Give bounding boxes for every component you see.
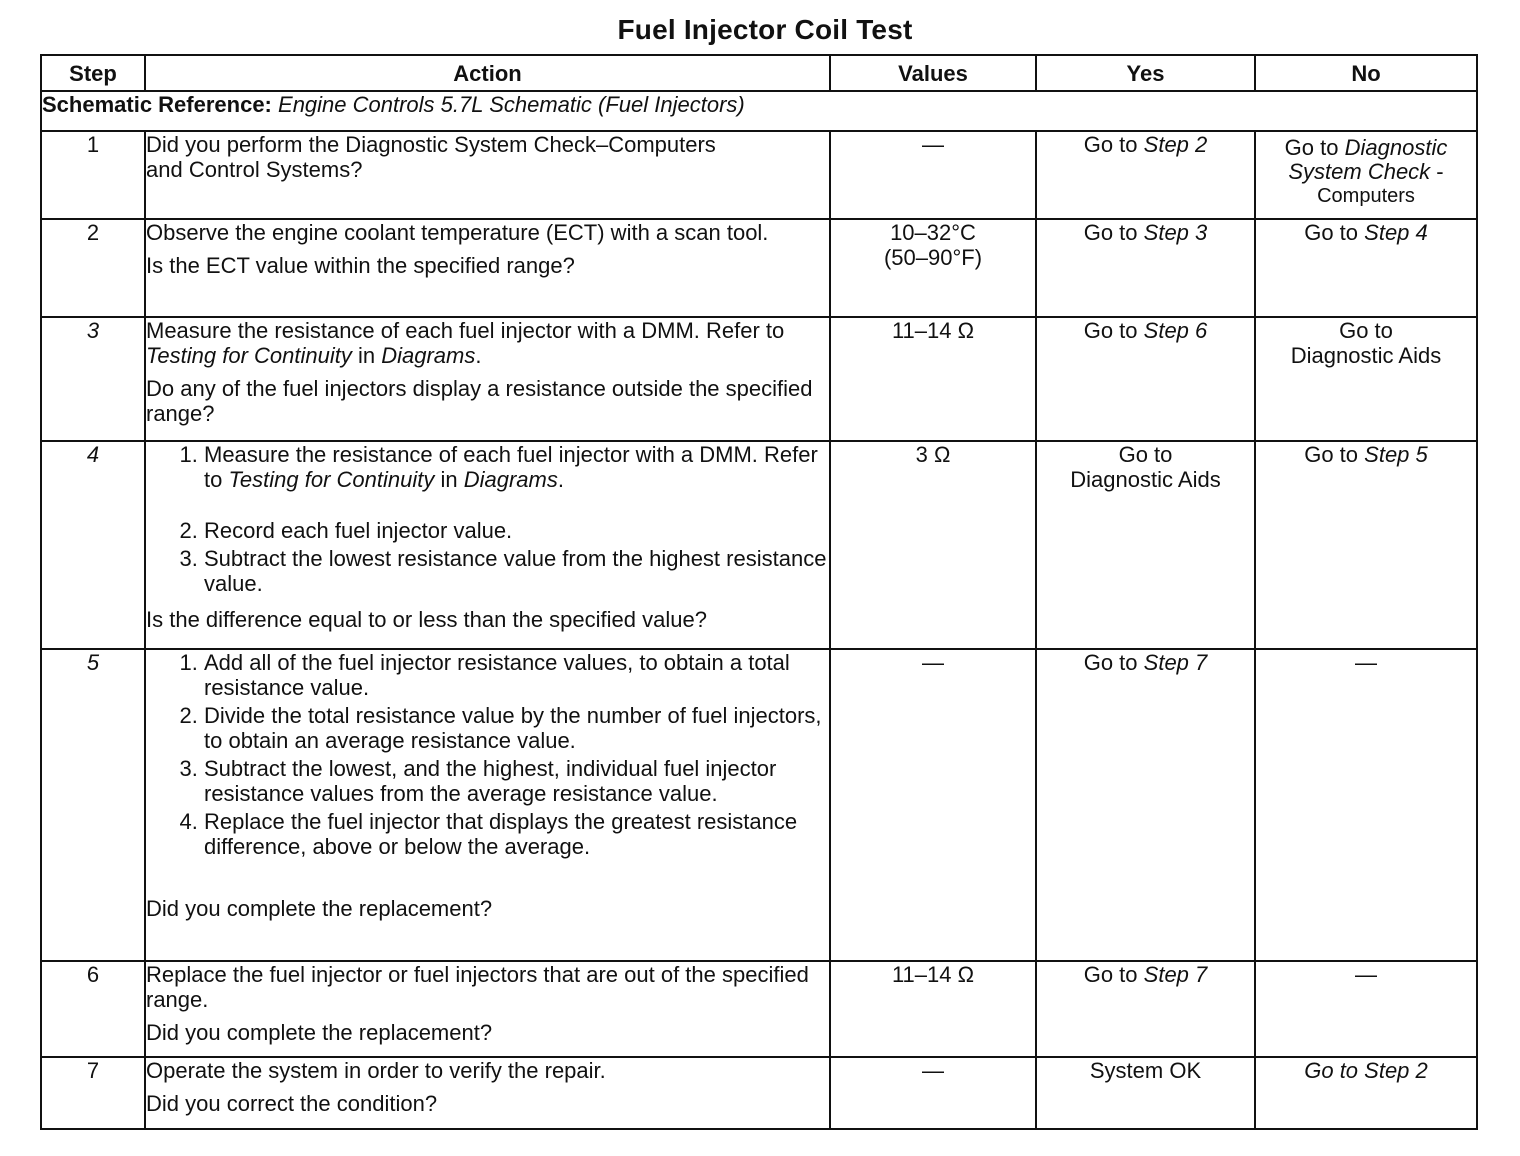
action-question: Did you complete the replacement?	[146, 1020, 493, 1045]
no-prefix: Go to	[1304, 442, 1359, 467]
header-action: Action	[145, 55, 830, 91]
action-list	[146, 442, 829, 596]
action-question: Is the ECT value within the specified range?	[146, 253, 575, 278]
action-text: and Control Systems?	[146, 157, 363, 182]
action-cell	[145, 219, 830, 317]
reference-link: Testing for Continuity	[146, 343, 352, 368]
yes-prefix: Go to	[1083, 962, 1138, 987]
yes-cell	[1036, 317, 1255, 441]
table-row	[41, 131, 1477, 219]
list-item: 2. Record each fuel injector value.	[204, 518, 829, 543]
yes-cell: System OK	[1036, 1057, 1255, 1129]
value-cell	[830, 219, 1036, 317]
action-text: Operate the system in order to verify the repair.	[146, 1058, 606, 1083]
no-target: Step 5	[1364, 442, 1428, 467]
page-title: Fuel Injector Coil Test	[617, 14, 913, 45]
header-values: Values	[830, 55, 1036, 91]
schematic-row	[41, 91, 1477, 131]
yes-target: Step 2	[1143, 132, 1208, 157]
step-number: 7	[41, 1057, 145, 1129]
yes-line: Go to	[1118, 442, 1173, 467]
yes-prefix: Go to	[1083, 318, 1138, 343]
header-step: Step	[41, 55, 145, 91]
yes-cell	[1036, 441, 1255, 649]
header-no: No	[1255, 55, 1477, 91]
schematic-link: Engine Controls 5.7L Schematic (Fuel Injectors)	[278, 92, 745, 117]
action-text: Replace the fuel injector or fuel injectors that are out of the specified range.	[146, 962, 809, 1012]
no-cell: —	[1255, 649, 1477, 961]
diagnostic-table	[40, 54, 1478, 1130]
no-cell	[1255, 219, 1477, 317]
action-text-part: .	[475, 343, 482, 368]
yes-cell	[1036, 219, 1255, 317]
action-cell	[145, 649, 830, 961]
step-number: 4	[41, 441, 145, 649]
reference-link: Diagrams	[381, 343, 476, 368]
no-cell	[1255, 441, 1477, 649]
list-item: 2. Divide the total resistance value by the number of fuel injectors, to obtain an average resistance value.	[204, 703, 829, 753]
action-text: Did you perform the Diagnostic System Check–Computers	[146, 132, 716, 157]
no-line: Diagnostic Aids	[1290, 343, 1442, 368]
yes-prefix: Go to	[1083, 220, 1138, 245]
list-item: 1. Add all of the fuel injector resistance values, to obtain a total resistance value.	[204, 650, 829, 700]
no-line: Computers	[1317, 185, 1415, 207]
no-line: Go to	[1339, 318, 1393, 343]
step-number: 2	[41, 219, 145, 317]
no-cell	[1255, 131, 1477, 219]
table-row	[41, 961, 1477, 1057]
action-text-part: in	[357, 343, 376, 368]
value-text: 10–32°C	[890, 220, 976, 245]
yes-target: Step 6	[1143, 318, 1208, 343]
step-number: 5	[41, 649, 145, 961]
value-cell: 3 Ω	[830, 441, 1036, 649]
step-number: 3	[41, 317, 145, 441]
no-target: Diagnostic	[1344, 135, 1448, 160]
yes-target: Step 3	[1143, 220, 1208, 245]
value-cell: —	[830, 649, 1036, 961]
action-cell	[145, 441, 830, 649]
step-number: 6	[41, 961, 145, 1057]
action-cell	[145, 961, 830, 1057]
value-cell: —	[830, 1057, 1036, 1129]
action-text-part: Measure the resistance of each fuel injector with a DMM. Refer to	[146, 318, 785, 343]
action-text-part: Measure the resistance of each fuel injector with a DMM. Refer to	[204, 442, 818, 492]
table-row	[41, 649, 1477, 961]
action-cell	[145, 317, 830, 441]
action-question: Is the difference equal to or less than the specified value?	[146, 607, 707, 632]
action-text-part: .	[557, 467, 564, 492]
reference-link: Diagrams	[463, 467, 558, 492]
yes-line: Diagnostic Aids	[1070, 467, 1221, 492]
action-text: Observe the engine coolant temperature (ECT) with a scan tool.	[146, 220, 769, 245]
table-row	[41, 441, 1477, 649]
action-text	[146, 318, 829, 368]
table-row	[41, 317, 1477, 441]
action-question: Do any of the fuel injectors display a resistance outside the specified range?	[146, 376, 813, 426]
no-suffix: -	[1430, 159, 1444, 184]
table-row	[41, 1057, 1477, 1129]
yes-cell	[1036, 961, 1255, 1057]
yes-prefix: Go to	[1083, 650, 1138, 675]
action-cell	[145, 1057, 830, 1129]
header-row	[41, 55, 1477, 91]
no-cell: Go to Step 2	[1255, 1057, 1477, 1129]
yes-cell	[1036, 649, 1255, 961]
table-row	[41, 219, 1477, 317]
action-question: Did you correct the condition?	[146, 1091, 438, 1116]
yes-target: Step 7	[1143, 650, 1208, 675]
no-cell: —	[1255, 961, 1477, 1057]
no-target: System Check	[1288, 159, 1431, 184]
list-item: 4. Replace the fuel injector that displays the greatest resistance difference, above or below the average.	[204, 809, 829, 859]
action-question: Did you complete the replacement?	[146, 896, 493, 921]
yes-prefix: Go to	[1083, 132, 1138, 157]
action-cell	[145, 131, 830, 219]
list-item: 3. Subtract the lowest, and the highest, individual fuel injector resistance values from the average resistance value.	[204, 756, 829, 806]
no-cell	[1255, 317, 1477, 441]
action-text-part: in	[440, 467, 458, 492]
value-cell: 11–14 Ω	[830, 961, 1036, 1057]
step-number: 1	[41, 131, 145, 219]
action-list	[146, 650, 829, 859]
list-item	[204, 442, 829, 492]
schematic-reference	[41, 91, 1477, 131]
schematic-label: Schematic Reference:	[42, 92, 272, 117]
no-prefix: Go to	[1304, 220, 1359, 245]
no-prefix: Go to	[1284, 135, 1339, 160]
header-yes: Yes	[1036, 55, 1255, 91]
yes-target: Step 7	[1143, 962, 1208, 987]
reference-link: Testing for Continuity	[228, 467, 435, 492]
value-text: (50–90°F)	[883, 245, 983, 270]
value-cell: 11–14 Ω	[830, 317, 1036, 441]
value-cell: —	[830, 131, 1036, 219]
list-item: 3. Subtract the lowest resistance value from the highest resistance value.	[204, 546, 829, 596]
yes-cell	[1036, 131, 1255, 219]
no-target: Step 4	[1364, 220, 1428, 245]
